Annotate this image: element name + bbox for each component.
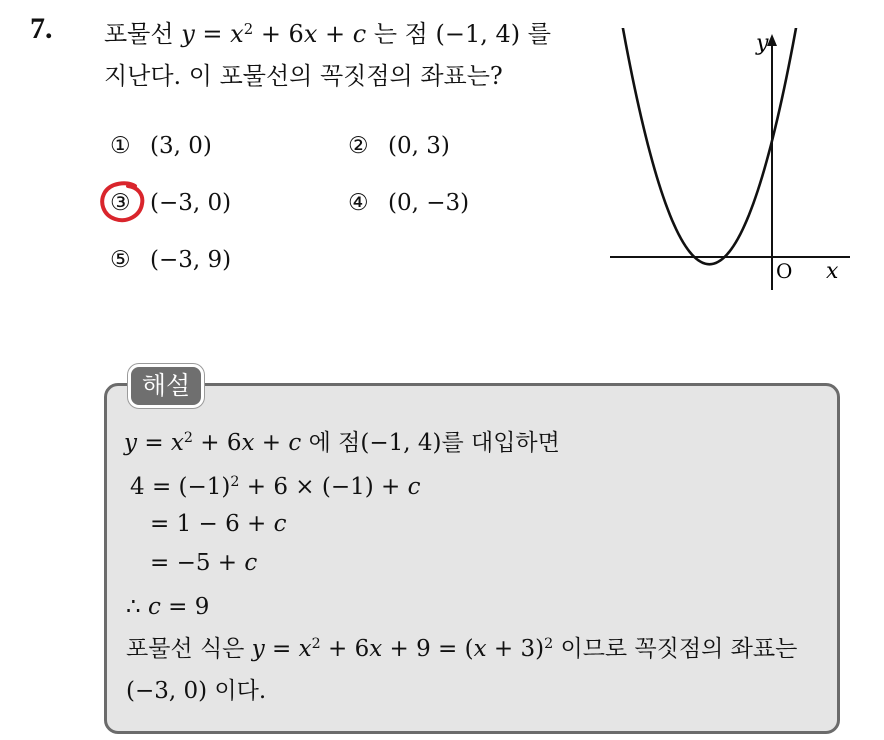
- y-axis-arrow: [767, 34, 777, 46]
- x-axis-label: x: [826, 259, 839, 284]
- solution-line-4: = −5 + c: [150, 550, 258, 576]
- choice-4[interactable]: ④ (0, −3): [348, 190, 470, 216]
- origin-label: O: [776, 259, 793, 283]
- question-line-2: 지난다. 이 포물선의 꼭짓점의 좌표는?: [104, 62, 503, 90]
- solution-tag: 해설: [128, 364, 204, 408]
- answer-circle-mark: [98, 180, 152, 224]
- question-number: 7.: [30, 12, 53, 45]
- solution-line-3: = 1 − 6 + c: [150, 511, 287, 537]
- choice-1[interactable]: ① (3, 0): [110, 133, 212, 159]
- solution-line-7: (−3, 0) 이다.: [126, 678, 267, 704]
- choice-2[interactable]: ② (0, 3): [348, 133, 450, 159]
- circle-stroke: [102, 183, 142, 220]
- y-axis-label: y: [756, 31, 769, 56]
- solution-line-1: $y = x^2 + 6x + c$ 에 점(−1, 4)를 대입하면: [124, 430, 560, 456]
- choice-5[interactable]: ⑤ (−3, 9): [110, 247, 232, 273]
- solution-line-2: $4 = (-1)^2 + 6 \times (-1) + c$: [130, 474, 421, 500]
- question-line-1: 포물선 $y = x^2 + 6x + c$ 는 점 (−1, 4) 를: [104, 19, 551, 48]
- parabola-graph: [606, 28, 856, 298]
- solution-line-6: 포물선 식은 $y = x^2 + 6x + 9 = (x + 3)^2$ 이므로 꼭짓점의 좌표는: [126, 636, 798, 662]
- choice-3[interactable]: ③ (−3, 0): [110, 190, 232, 216]
- solution-line-5: ∴ c = 9: [126, 594, 210, 620]
